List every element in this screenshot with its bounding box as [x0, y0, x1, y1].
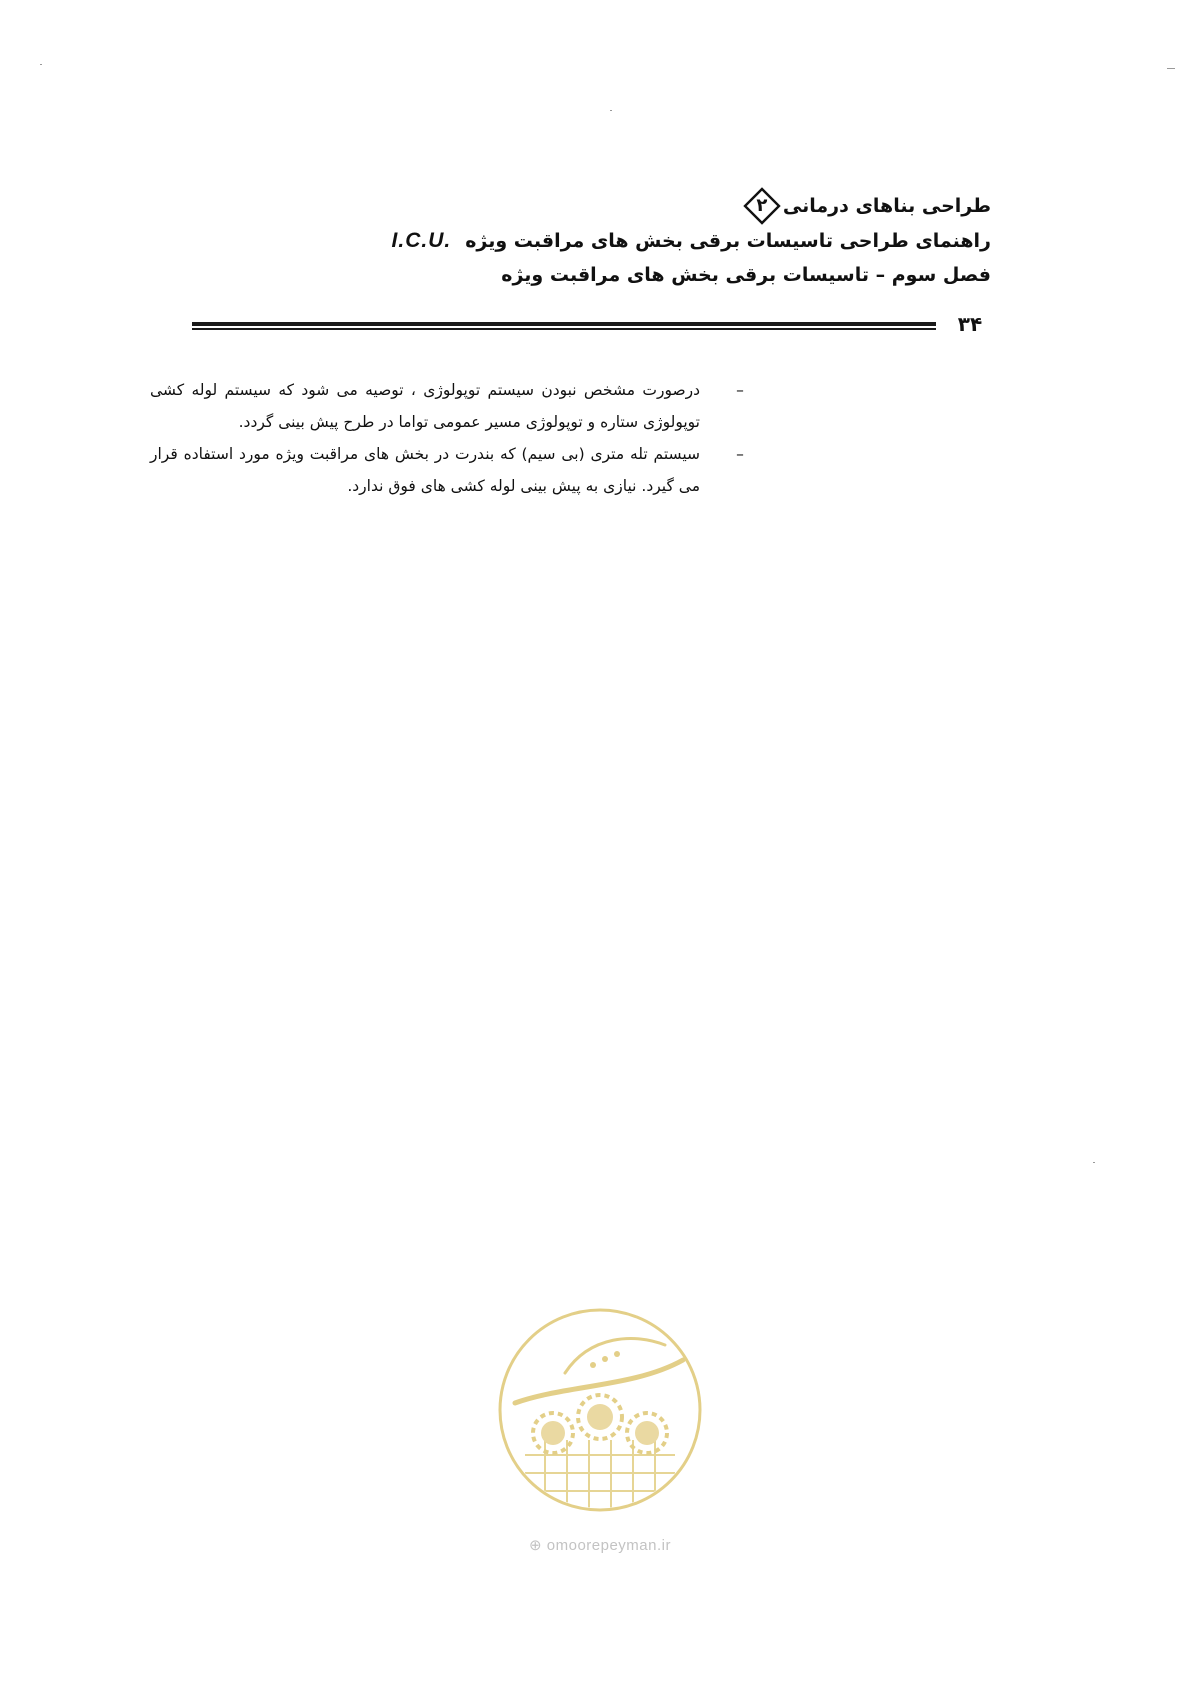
list-bullet: – [736, 381, 744, 399]
guide-title: راهنمای طراحی تاسیسات برقی بخش های مراقبت ویژه [465, 230, 991, 252]
watermark-logo [495, 1305, 705, 1515]
body-content [150, 374, 750, 502]
scan-speck [1167, 68, 1175, 69]
scan-speck [1093, 1162, 1095, 1163]
series-title: طراحی بناهای درمانی [782, 195, 991, 217]
series-number: ۲ [756, 195, 768, 216]
header-rule-thin [192, 328, 936, 330]
guide-heading [271, 224, 991, 258]
guide-code: I.C.U. [391, 229, 452, 252]
list-item [150, 438, 750, 502]
list-bullet: – [736, 445, 744, 463]
omoorepeyman-logo-icon [495, 1305, 705, 1515]
scan-speck [610, 110, 612, 111]
page-header [271, 188, 991, 292]
watermark-url [490, 1536, 710, 1554]
header-rule [192, 320, 936, 332]
list-item-text: درصورت مشخص نبودن سیستم توپولوژی ، توصیه می شود که سیستم لوله کشی توپولوژی ستاره و توپولوژی مسیر عمومی تواما در طرح پیش بینی گردد. [150, 381, 700, 431]
scan-speck [40, 64, 42, 65]
globe-icon: ⊕ [529, 1537, 543, 1554]
page-number: ۳۴ [957, 312, 983, 336]
list-item [150, 374, 750, 438]
list-item-text: سیستم تله متری (بی سیم) که بندرت در بخش های مراقبت ویژه مورد استفاده قرار می گیرد. نیازی به پیش بینی لوله کشی های فوق ندارد. [150, 445, 700, 495]
chapter-title: فصل سوم – تاسیسات برقی بخش های مراقبت ویژه [501, 264, 991, 286]
header-rule-thick [192, 322, 936, 326]
series-number-badge [743, 187, 781, 225]
series-heading [271, 188, 991, 224]
watermark-url-text: omoorepeyman.ir [546, 1537, 671, 1554]
